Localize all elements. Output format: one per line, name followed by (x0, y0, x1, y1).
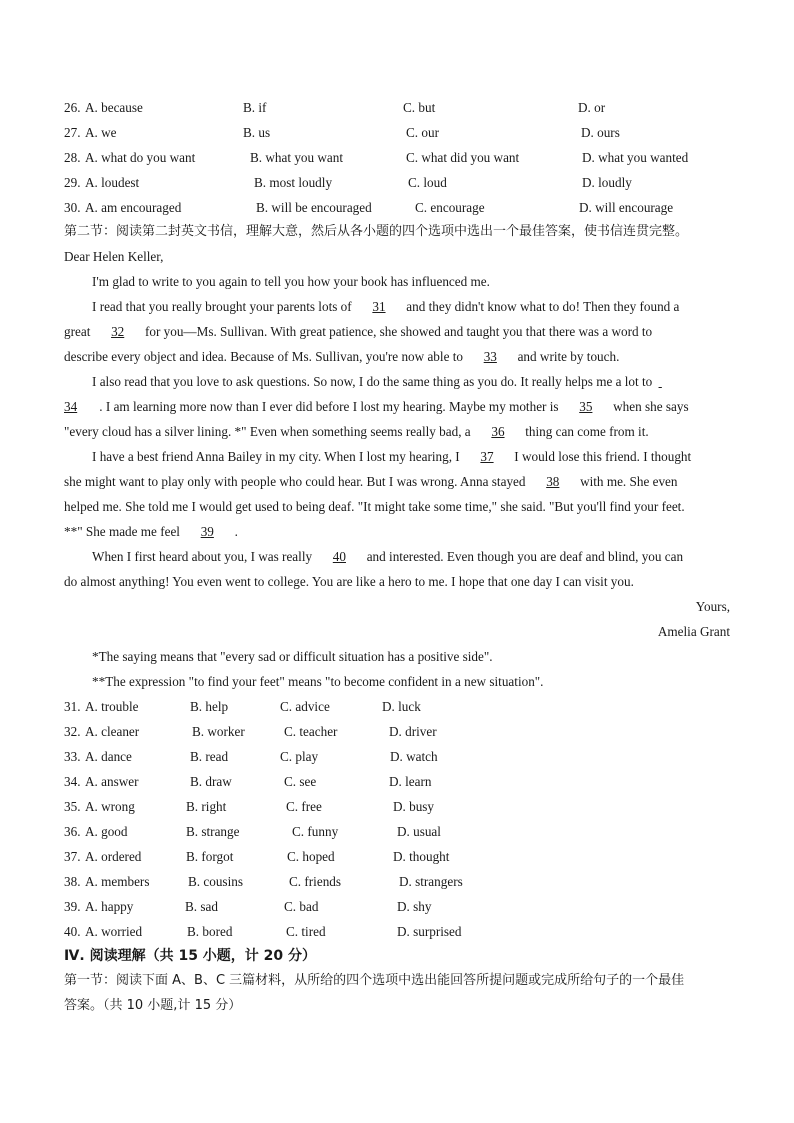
option-c: C. tired (286, 924, 326, 939)
blank-38: 38 (546, 474, 560, 489)
option-d: D. or (578, 100, 606, 115)
option-c: C. see (284, 774, 317, 789)
option-a: A. worried (85, 924, 143, 939)
blank-39: 39 (200, 524, 214, 539)
option-c: C. free (286, 799, 322, 814)
question-number: 36. (64, 824, 81, 839)
text: I read that you really brought your parents lots of (92, 299, 352, 314)
section4-instruction-line-2: 答案。（共 10 小题,计 15 分） (64, 998, 242, 1013)
text: describe every object and idea. Because of Ms. Sullivan, you're now able to (64, 349, 463, 364)
footnote-2: **The expression "to find your feet" means "to become confident in a new situation". (92, 674, 544, 689)
text: with me. She even (580, 474, 678, 489)
question-number: 31. (64, 699, 81, 714)
section4-title: Ⅳ. 阅读理解（共 15 小题，计 20 分） (64, 948, 317, 964)
option-b: B. help (190, 699, 229, 714)
letter-signature: Amelia Grant (657, 624, 730, 639)
option-b: B. worker (192, 724, 245, 739)
option-c: C. encourage (415, 200, 485, 215)
option-d: D. surprised (397, 924, 462, 939)
text: When I first heard about you, I was really (92, 549, 313, 564)
paragraph-4-line-3: helped me. She told me I would get used to being deaf. "It might take some time," she said. "But you'll find your feet. (64, 499, 685, 514)
option-a: A. we (85, 125, 117, 140)
section4-instruction-line-1: 第一节：阅读下面 A、B、C 三篇材料，从所给的四个选项中选出能回答所提问题或完成所给句子的一个最佳 (64, 973, 685, 988)
paragraph-1: I'm glad to write to you again to tell you how your book has influenced me. (92, 274, 490, 289)
option-b: B. forgot (186, 849, 234, 864)
paragraph-4-line-4 (64, 524, 238, 540)
option-a: A. answer (85, 774, 139, 789)
option-a: A. am encouraged (85, 200, 182, 215)
letter-greeting: Dear Helen Keller, (64, 249, 164, 264)
option-d: D. ours (581, 125, 620, 140)
option-b: B. bored (187, 924, 233, 939)
option-b: B. if (243, 100, 267, 115)
option-b: B. will be encouraged (256, 200, 372, 215)
option-b: B. draw (190, 774, 232, 789)
option-b: B. most loudly (254, 175, 333, 190)
option-c: C. hoped (287, 849, 335, 864)
text: and write by touch. (517, 349, 620, 364)
text: thing can come from it. (525, 424, 649, 439)
option-d: D. driver (389, 724, 437, 739)
option-a: A. what do you want (85, 150, 196, 165)
text: . (234, 524, 238, 539)
option-d: D. watch (390, 749, 438, 764)
paragraph-3-line-2 (64, 399, 689, 415)
option-b: B. us (243, 125, 271, 140)
paragraph-5-line-2: do almost anything! You even went to college. You are like a hero to me. I hope that one day I can visit you. (64, 574, 634, 589)
option-b: B. sad (185, 899, 218, 914)
blank-40: 40 (332, 549, 346, 564)
text: . I am learning more now than I ever did before I lost my hearing. Maybe my mother is (99, 399, 559, 414)
option-d: D. strangers (399, 874, 463, 889)
option-a: A. members (85, 874, 150, 889)
option-a: A. good (85, 824, 128, 839)
option-d: D. learn (389, 774, 432, 789)
question-number: 30. (64, 200, 81, 215)
option-d: D. luck (382, 699, 421, 714)
option-b: B. what you want (250, 150, 344, 165)
text: I also read that you love to ask questions. So now, I do the same thing as you do. It really helps me a lot to (92, 374, 653, 389)
option-d: D. what you wanted (582, 150, 689, 165)
option-d: D. busy (393, 799, 435, 814)
blank-32: 32 (111, 324, 125, 339)
question-number: 40. (64, 924, 81, 939)
option-c: C. but (403, 100, 436, 115)
option-b: B. read (190, 749, 229, 764)
paragraph-4-line-2 (64, 474, 678, 490)
question-number: 29. (64, 175, 81, 190)
option-b: B. strange (186, 824, 240, 839)
text: and they didn't know what to do! Then they found a (406, 299, 680, 314)
text: when she says (613, 399, 689, 414)
option-b: B. cousins (188, 874, 243, 889)
option-c: C. advice (280, 699, 330, 714)
option-c: C. funny (292, 824, 339, 839)
question-number: 32. (64, 724, 81, 739)
question-number: 27. (64, 125, 81, 140)
text: great (64, 324, 91, 339)
option-a: A. wrong (85, 799, 135, 814)
option-d: D. shy (397, 899, 432, 914)
question-number: 35. (64, 799, 81, 814)
blank-35: 35 (579, 399, 593, 414)
paragraph-2-line-2 (64, 324, 652, 340)
text: for you—Ms. Sullivan. With great patience, she showed and taught you that there was a word to (144, 324, 653, 339)
option-d: D. will encourage (579, 200, 674, 215)
option-a: A. happy (85, 899, 134, 914)
blank-31: 31 (372, 299, 386, 314)
text: and interested. Even though you are deaf and blind, you can (366, 549, 684, 564)
option-c: C. loud (408, 175, 447, 190)
footnote-1: *The saying means that "every sad or difficult situation has a positive side". (92, 649, 493, 664)
blank-33: 33 (483, 349, 497, 364)
paragraph-5-line-1 (92, 549, 683, 565)
question-number: 37. (64, 849, 81, 864)
option-c: C. what did you want (406, 150, 520, 165)
option-a: A. ordered (85, 849, 142, 864)
question-number: 33. (64, 749, 81, 764)
text: she might want to play only with people who could hear. But I was wrong. Anna stayed (64, 474, 526, 489)
question-number: 38. (64, 874, 81, 889)
option-a: A. cleaner (85, 724, 140, 739)
letter-closing: Yours, (695, 599, 730, 614)
text: "every cloud has a silver lining. *" Even when something seems really bad, a (64, 424, 471, 439)
option-c: C. friends (289, 874, 342, 889)
question-number: 39. (64, 899, 81, 914)
option-c: C. our (406, 125, 439, 140)
section2-instruction: 第二节：阅读第二封英文书信，理解大意，然后从各小题的四个选项中选出一个最佳答案，使书信连贯完整。 (64, 224, 689, 239)
question-number: 34. (64, 774, 81, 789)
option-d: D. loudly (582, 175, 632, 190)
blank-36: 36 (491, 424, 505, 439)
option-c: C. bad (284, 899, 319, 914)
option-c: C. teacher (284, 724, 338, 739)
option-d: D. usual (397, 824, 441, 839)
text: I would lose this friend. I thought (514, 449, 692, 464)
option-a: A. loudest (85, 175, 140, 190)
text: **" She made me feel (64, 524, 180, 539)
option-a: A. trouble (85, 699, 139, 714)
question-number: 28. (64, 150, 81, 165)
option-a: A. dance (85, 749, 132, 764)
blank-34-start (659, 374, 673, 390)
paragraph-4-line-1 (92, 449, 691, 465)
question-number: 26. (64, 100, 81, 115)
option-c: C. play (280, 749, 319, 764)
option-d: D. thought (393, 849, 450, 864)
text: I have a best friend Anna Bailey in my city. When I lost my hearing, I (92, 449, 460, 464)
paragraph-3-line-3 (64, 424, 649, 440)
option-a: A. because (85, 100, 143, 115)
blank-34: 34 (64, 399, 78, 414)
option-b: B. right (186, 799, 227, 814)
blank-37: 37 (480, 449, 494, 464)
paragraph-2-line-1 (92, 299, 679, 315)
paragraph-3-line-1 (92, 374, 673, 390)
paragraph-2-line-3 (64, 349, 619, 365)
